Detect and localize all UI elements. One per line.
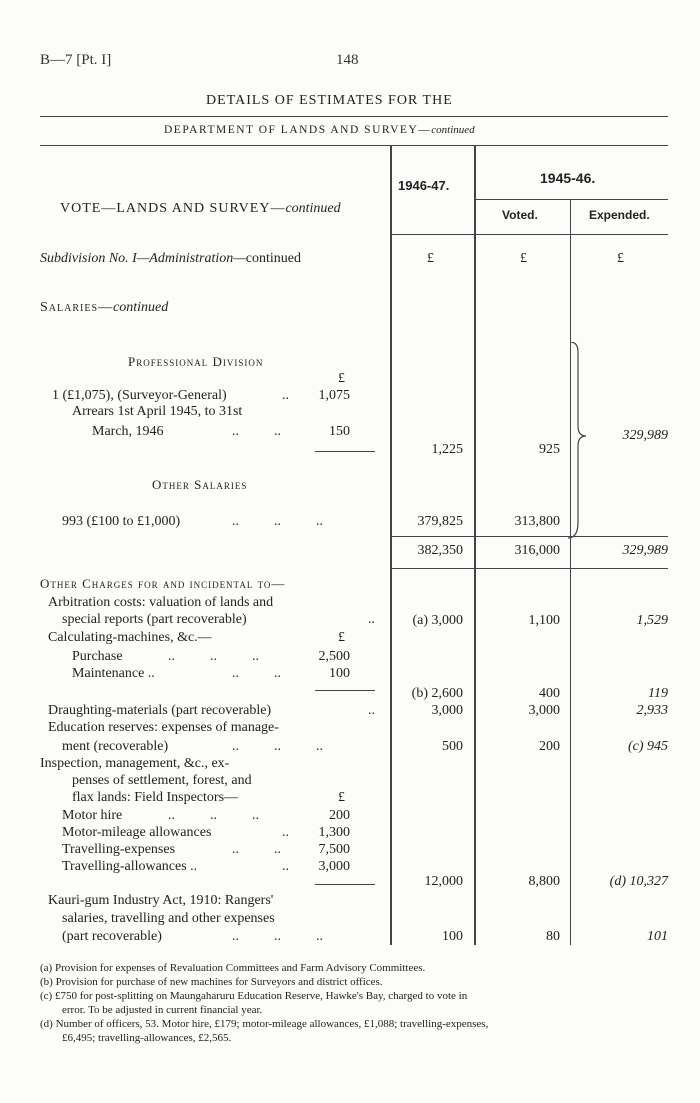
salaries-total-expended: 329,989 <box>622 543 668 558</box>
salaries-continued: continued <box>113 300 169 315</box>
travelling-allowances-amount: 3,000 <box>318 859 350 874</box>
subdivision-heading <box>40 251 301 267</box>
column-1946-47: 1946-47. <box>398 178 450 193</box>
vote-continued: continued <box>285 201 341 216</box>
footnote-b: (b) Provision for purchase of new machines for Surveyors and district offices. <box>40 976 383 988</box>
arbitration-voted: 1,100 <box>528 613 560 628</box>
inspection-line-3: flax lands: Field Inspectors— <box>72 790 239 805</box>
arrears-date: March, 1946 <box>92 424 164 439</box>
travelling-expenses-label: Travelling-expenses <box>62 842 176 857</box>
salaries-heading <box>40 300 168 316</box>
kauri-gum-expended: 101 <box>647 929 668 944</box>
arrears-amount: 150 <box>329 424 350 439</box>
other-salaries-label: 993 (£100 to £1,000) <box>62 514 181 529</box>
draughting-label: Draughting-materials (part recoverable) <box>48 703 272 718</box>
draughting-dots: .. <box>368 703 375 718</box>
calculating-subtotal-rule <box>315 690 375 691</box>
purchase-amount: 2,500 <box>318 649 350 664</box>
education-1946: 500 <box>442 739 463 754</box>
professional-subtotal-rule <box>315 451 375 452</box>
other-salaries-dots: .. .. .. <box>232 514 323 529</box>
footnote-d-line-2: £6,495; travelling-allowances, £2,565. <box>62 1032 232 1044</box>
column-header-rule <box>390 234 668 235</box>
kauri-gum-line-3: (part recoverable) <box>62 929 162 944</box>
motor-mileage-label: Motor-mileage allowances <box>62 825 212 840</box>
column-divider-3 <box>570 200 571 945</box>
other-salaries-heading: Other Salaries <box>152 477 248 492</box>
arrears-label: Arrears 1st April 1945, to 31st <box>72 404 243 419</box>
footnote-c-line-1: (c) £750 for post-splitting on Maungaharuru Education Reserve, Hawke's Bay, charged to vote in <box>40 990 468 1002</box>
surveyor-general-dots: .. <box>282 388 289 403</box>
education-line-2: ment (recoverable) <box>62 739 169 754</box>
column-expended: Expended. <box>589 208 650 222</box>
inspection-subtotal-rule <box>315 884 375 885</box>
professional-total-voted: 925 <box>539 442 560 457</box>
subtitle-continued: continued <box>431 124 475 136</box>
salaries-bracket <box>566 342 594 540</box>
purchase-dots: .. .. .. <box>168 649 259 664</box>
arbitration-line-2: special reports (part recoverable) <box>62 612 247 627</box>
inspection-line-1: Inspection, management, &c., ex- <box>40 756 230 771</box>
column-divider-1 <box>390 145 392 945</box>
footnote-c-line-2: error. To be adjusted in current financial year. <box>62 1004 263 1016</box>
professional-total-1946: 1,225 <box>431 442 463 457</box>
motor-hire-dots: .. .. .. <box>168 808 259 823</box>
salaries-total-1946: 382,350 <box>417 543 463 558</box>
other-salaries-1946: 379,825 <box>417 514 463 529</box>
calculating-voted: 400 <box>539 686 560 701</box>
subdivision-label: Subdivision No. I—Administration— <box>40 251 246 266</box>
arrears-dots: .. .. <box>232 424 281 439</box>
motor-mileage-dots: .. <box>282 825 289 840</box>
page-number: 148 <box>336 52 359 68</box>
salaries-total-voted: 316,000 <box>514 543 560 558</box>
year-header-rule <box>475 199 668 200</box>
footnote-d-line-1: (d) Number of officers, 53. Motor hire, £179; motor-mileage allowances, £1,088; travelling-expenses, <box>40 1018 489 1030</box>
draughting-expended: 2,933 <box>636 703 668 718</box>
motor-hire-amount: 200 <box>329 808 350 823</box>
motor-mileage-amount: 1,300 <box>318 825 350 840</box>
maintenance-label: Maintenance .. <box>72 666 155 681</box>
title-rule <box>40 116 668 117</box>
salaries-expended-bracket: 329,989 <box>622 428 668 443</box>
surveyor-general-amount: 1,075 <box>318 388 350 403</box>
page-subtitle <box>164 124 475 136</box>
education-voted: 200 <box>539 739 560 754</box>
salaries-total-top-rule <box>390 536 668 537</box>
inspection-1946: 12,000 <box>424 874 463 889</box>
maintenance-dots: .. .. <box>232 666 281 681</box>
subdivision-continued: continued <box>245 251 301 266</box>
vote-heading <box>60 201 341 217</box>
subtitle-main: DEPARTMENT OF LANDS AND SURVEY— <box>164 124 432 136</box>
calculating-expended: 119 <box>648 686 668 701</box>
inspection-pound: £ <box>338 790 345 805</box>
surveyor-general-label: 1 (£1,075), (Surveyor-General) <box>52 388 227 403</box>
travelling-allowances-dots: .. <box>282 859 289 874</box>
draughting-voted: 3,000 <box>528 703 560 718</box>
arbitration-1946: (a) 3,000 <box>412 613 463 628</box>
kauri-gum-1946: 100 <box>442 929 463 944</box>
professional-division-heading: Professional Division <box>128 354 264 369</box>
inspection-voted: 8,800 <box>528 874 560 889</box>
salaries-label: Salaries— <box>40 300 114 315</box>
kauri-gum-line-2: salaries, travelling and other expenses <box>62 911 275 926</box>
motor-hire-label: Motor hire <box>62 808 123 823</box>
kauri-gum-dots: .. .. .. <box>232 929 323 944</box>
purchase-label: Purchase <box>72 649 123 664</box>
column-divider-2 <box>474 145 476 945</box>
page-title: DETAILS OF ESTIMATES FOR THE <box>206 93 453 108</box>
inspection-line-2: penses of settlement, forest, and <box>72 773 252 788</box>
travelling-expenses-amount: 7,500 <box>318 842 350 857</box>
pound-1946: £ <box>427 251 434 266</box>
kauri-gum-line-1: Kauri-gum Industry Act, 1910: Rangers' <box>48 893 274 908</box>
table-top-rule <box>40 145 668 146</box>
education-expended: (c) 945 <box>627 739 668 754</box>
pound-voted: £ <box>520 251 527 266</box>
salaries-total-bottom-rule <box>390 568 668 569</box>
calculating-machines-label: Calculating-machines, &c.— <box>48 630 212 645</box>
calculating-1946: (b) 2,600 <box>411 686 463 701</box>
arbitration-line-1: Arbitration costs: valuation of lands and <box>48 595 274 610</box>
column-1945-46: 1945-46. <box>540 170 596 186</box>
kauri-gum-voted: 80 <box>546 929 560 944</box>
travelling-allowances-label: Travelling-allowances .. <box>62 859 198 874</box>
footnote-a: (a) Provision for expenses of Revaluation Committees and Farm Advisory Committees. <box>40 962 426 974</box>
maintenance-amount: 100 <box>329 666 350 681</box>
other-salaries-voted: 313,800 <box>514 514 560 529</box>
draughting-1946: 3,000 <box>431 703 463 718</box>
professional-pound: £ <box>338 371 345 386</box>
vote-main: VOTE—LANDS AND SURVEY— <box>60 201 286 216</box>
education-dots: .. .. .. <box>232 739 323 754</box>
arbitration-expended: 1,529 <box>636 613 668 628</box>
other-charges-heading: Other Charges for and incidental to— <box>40 576 286 591</box>
education-line-1: Education reserves: expenses of manage- <box>48 720 279 735</box>
pound-expended: £ <box>617 251 624 266</box>
column-voted: Voted. <box>502 208 538 222</box>
inspection-expended: (d) 10,327 <box>609 874 668 889</box>
arbitration-dots: .. <box>368 612 375 627</box>
page-reference: B—7 [Pt. I] <box>40 52 112 68</box>
calculating-pound: £ <box>338 630 345 645</box>
travelling-expenses-dots: .. .. <box>232 842 281 857</box>
